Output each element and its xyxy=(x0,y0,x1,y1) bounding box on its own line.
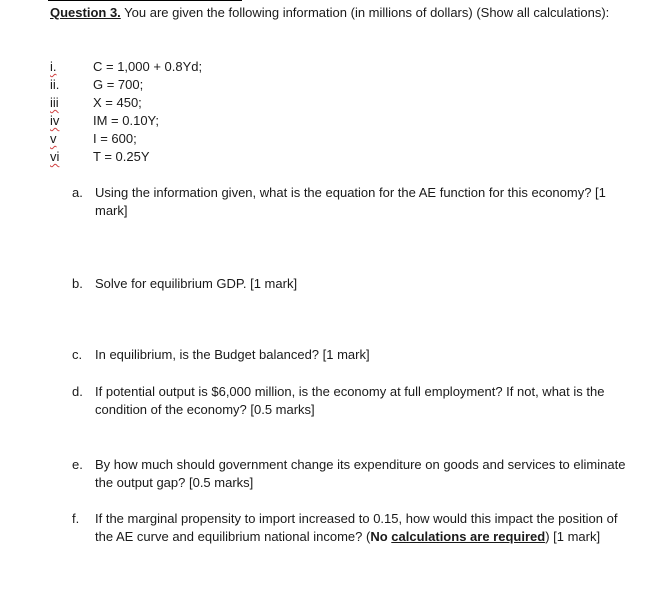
part-f-text-after: ) [1 mark] xyxy=(545,529,601,544)
question-intro-text: You are given the following information (in millions of dollars) (Show all calculations): xyxy=(120,5,610,20)
consumption-equation: C = 1,000 + 0.8Yd; xyxy=(93,59,203,74)
part-a xyxy=(72,184,632,220)
part-letter: b. xyxy=(72,276,83,291)
imports-equation: IM = 0.10Y; xyxy=(93,113,159,128)
part-f-calculations-required: calculations are required xyxy=(391,529,546,544)
part-b-text: Solve for equilibrium GDP. [1 mark] xyxy=(95,276,298,291)
part-letter: e. xyxy=(72,457,83,472)
part-b xyxy=(72,275,632,293)
part-letter: d. xyxy=(72,384,83,399)
taxes-equation: T = 0.25Y xyxy=(93,149,150,164)
roman-numeral: vi xyxy=(50,149,60,164)
part-e-text: By how much should government change its expenditure on goods and services to eliminate the output gap? [0.5 marks] xyxy=(95,457,626,490)
part-f-text xyxy=(95,510,632,546)
part-c-text: In equilibrium, is the Budget balanced? [1 mark] xyxy=(95,347,370,362)
roman-numeral: iii xyxy=(50,95,59,110)
part-f xyxy=(72,510,632,546)
government-spending-equation: G = 700; xyxy=(93,77,144,92)
exports-equation: X = 450; xyxy=(93,95,142,110)
top-rule xyxy=(48,0,242,1)
roman-numeral: iv xyxy=(50,113,60,128)
part-a-text: Using the information given, what is the equation for the AE function for this economy? [1 mark] xyxy=(95,185,606,218)
part-f-text-before: If the marginal propensity to import increased to 0.15, how would this impact the position of the AE curve and equilibrium national income? ( xyxy=(95,511,618,544)
investment-equation: I = 600; xyxy=(93,131,137,146)
roman-numeral: ii. xyxy=(50,77,60,92)
roman-numeral: v xyxy=(50,131,57,146)
question-label: Question 3. xyxy=(50,5,121,20)
part-d-text: If potential output is $6,000 million, is the economy at full employment? If not, what is the condition of the economy? [0.5 marks] xyxy=(95,384,605,417)
question-intro xyxy=(50,4,630,22)
roman-numeral: i. xyxy=(50,59,57,74)
part-f-bold-no: No xyxy=(370,529,392,544)
part-letter: c. xyxy=(72,347,83,362)
part-c xyxy=(72,346,632,364)
part-letter: f. xyxy=(72,511,80,526)
part-e xyxy=(72,456,632,492)
part-d xyxy=(72,383,632,419)
part-letter: a. xyxy=(72,185,83,200)
